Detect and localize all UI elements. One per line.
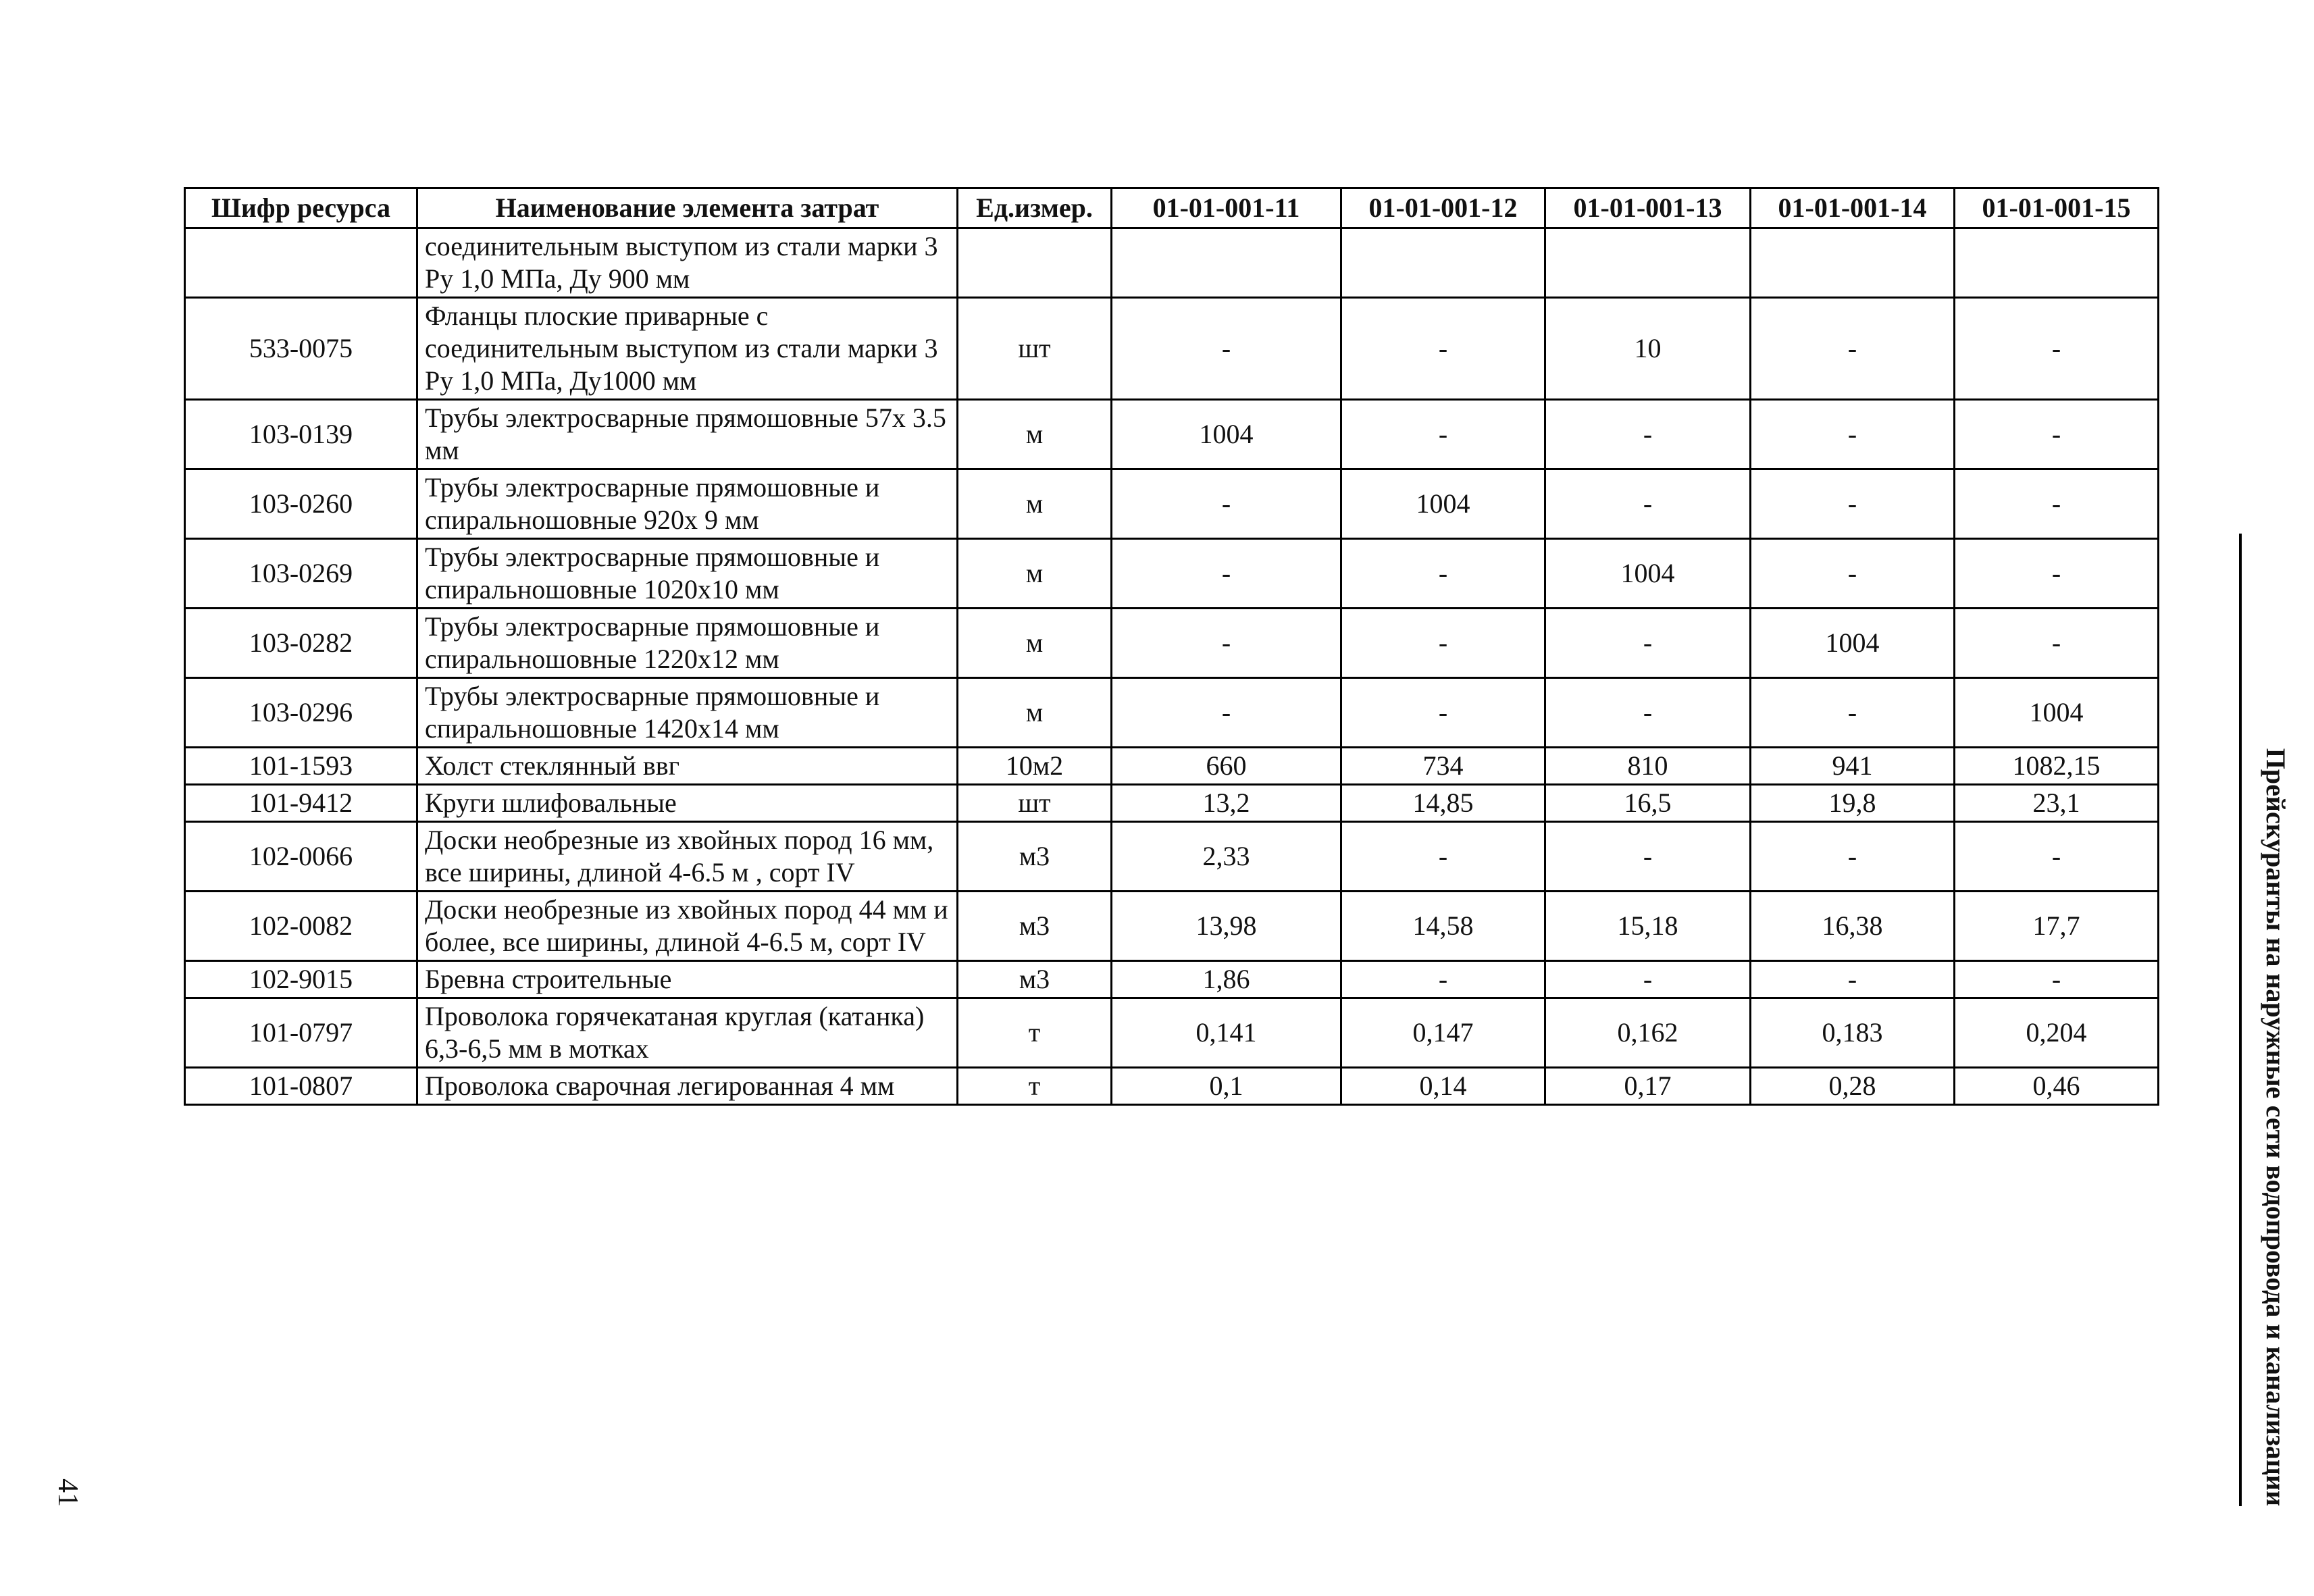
cell-01-01-001-12 xyxy=(1341,228,1545,298)
cell-01-01-001-11: - xyxy=(1112,609,1341,678)
cell-01-01-001-15 xyxy=(1955,228,2159,298)
cell-unit: т xyxy=(958,1068,1112,1105)
cell-01-01-001-14: 941 xyxy=(1751,748,1955,785)
cell-01-01-001-13 xyxy=(1545,228,1751,298)
cell-name: Бревна строительные xyxy=(417,961,958,998)
cell-unit: т xyxy=(958,998,1112,1068)
header-01-01-001-14: 01-01-001-14 xyxy=(1751,188,1955,228)
cell-01-01-001-14: - xyxy=(1751,961,1955,998)
cell-name: Холст стеклянный ввг xyxy=(417,748,958,785)
cell-code: 103-0139 xyxy=(185,400,417,469)
cell-01-01-001-15: 23,1 xyxy=(1955,785,2159,822)
cell-code: 102-0066 xyxy=(185,822,417,892)
cell-01-01-001-13: 1004 xyxy=(1545,539,1751,609)
cell-01-01-001-14: 0,28 xyxy=(1751,1068,1955,1105)
cell-unit: м3 xyxy=(958,961,1112,998)
cell-01-01-001-14 xyxy=(1751,228,1955,298)
cell-01-01-001-14: 0,183 xyxy=(1751,998,1955,1068)
cell-01-01-001-15: - xyxy=(1955,961,2159,998)
cell-01-01-001-15: - xyxy=(1955,469,2159,539)
cell-01-01-001-12: 734 xyxy=(1341,748,1545,785)
cell-01-01-001-12: 0,14 xyxy=(1341,1068,1545,1105)
cell-01-01-001-14: 19,8 xyxy=(1751,785,1955,822)
cell-code: 103-0282 xyxy=(185,609,417,678)
cell-01-01-001-11: 13,2 xyxy=(1112,785,1341,822)
cell-unit xyxy=(958,228,1112,298)
cell-code: 101-0807 xyxy=(185,1068,417,1105)
table-row xyxy=(185,400,2159,469)
header-code: Шифр ресурса xyxy=(185,188,417,228)
header-01-01-001-12: 01-01-001-12 xyxy=(1341,188,1545,228)
cell-01-01-001-13: 10 xyxy=(1545,298,1751,400)
table-row xyxy=(185,609,2159,678)
header-01-01-001-13: 01-01-001-13 xyxy=(1545,188,1751,228)
cell-unit: м xyxy=(958,469,1112,539)
table-header-row xyxy=(185,188,2159,228)
cell-01-01-001-11: - xyxy=(1112,539,1341,609)
cell-unit: шт xyxy=(958,298,1112,400)
cell-code: 533-0075 xyxy=(185,298,417,400)
header-01-01-001-15: 01-01-001-15 xyxy=(1955,188,2159,228)
cell-unit: 10м2 xyxy=(958,748,1112,785)
cell-01-01-001-13: - xyxy=(1545,469,1751,539)
cell-unit: м3 xyxy=(958,822,1112,892)
table-row xyxy=(185,539,2159,609)
side-title-container xyxy=(2239,534,2293,1506)
cell-name: Фланцы плоские приварные с соединительным выступом из стали марки 3 Ру 1,0 МПа, Ду1000 мм xyxy=(417,298,958,400)
cell-01-01-001-15: - xyxy=(1955,609,2159,678)
cell-01-01-001-12: - xyxy=(1341,961,1545,998)
cell-01-01-001-11: - xyxy=(1112,298,1341,400)
cell-code: 103-0269 xyxy=(185,539,417,609)
header-unit: Ед.измер. xyxy=(958,188,1112,228)
cell-01-01-001-15: - xyxy=(1955,539,2159,609)
cell-code: 101-9412 xyxy=(185,785,417,822)
cell-code: 102-9015 xyxy=(185,961,417,998)
cell-code xyxy=(185,228,417,298)
cell-name: Проволока горячекатаная круглая (катанка) 6,3-6,5 мм в мотках xyxy=(417,998,958,1068)
cell-01-01-001-13: - xyxy=(1545,400,1751,469)
cell-code: 103-0260 xyxy=(185,469,417,539)
table-row xyxy=(185,748,2159,785)
cell-unit: м xyxy=(958,400,1112,469)
cell-01-01-001-12: - xyxy=(1341,609,1545,678)
cell-01-01-001-15: - xyxy=(1955,400,2159,469)
cell-01-01-001-14: - xyxy=(1751,539,1955,609)
table-row xyxy=(185,469,2159,539)
table-body xyxy=(185,228,2159,1105)
cell-name: Круги шлифовальные xyxy=(417,785,958,822)
resource-price-table xyxy=(184,187,2159,1106)
table-row xyxy=(185,228,2159,298)
cell-01-01-001-11: - xyxy=(1112,469,1341,539)
cell-01-01-001-14: 1004 xyxy=(1751,609,1955,678)
table-row xyxy=(185,785,2159,822)
cell-01-01-001-12: 14,58 xyxy=(1341,892,1545,961)
cell-01-01-001-15: - xyxy=(1955,298,2159,400)
cell-01-01-001-11: 1,86 xyxy=(1112,961,1341,998)
cell-01-01-001-14: - xyxy=(1751,822,1955,892)
cell-01-01-001-12: - xyxy=(1341,822,1545,892)
cell-name: Трубы электросварные прямошовные 57х 3.5 мм xyxy=(417,400,958,469)
cell-name: Трубы электросварные прямошовные и спиральношовные 920х 9 мм xyxy=(417,469,958,539)
cell-01-01-001-13: - xyxy=(1545,822,1751,892)
cell-01-01-001-15: 0,46 xyxy=(1955,1068,2159,1105)
cell-01-01-001-11: 2,33 xyxy=(1112,822,1341,892)
cell-01-01-001-15: 0,204 xyxy=(1955,998,2159,1068)
cell-name: Трубы электросварные прямошовные и спиральношовные 1420х14 мм xyxy=(417,678,958,748)
cell-01-01-001-15: 1082,15 xyxy=(1955,748,2159,785)
cell-unit: м3 xyxy=(958,892,1112,961)
cell-name: Трубы электросварные прямошовные и спиральношовные 1220х12 мм xyxy=(417,609,958,678)
cell-code: 101-0797 xyxy=(185,998,417,1068)
cell-01-01-001-14: - xyxy=(1751,400,1955,469)
table-row xyxy=(185,1068,2159,1105)
cell-01-01-001-13: 0,162 xyxy=(1545,998,1751,1068)
cell-01-01-001-13: 810 xyxy=(1545,748,1751,785)
cell-01-01-001-13: - xyxy=(1545,609,1751,678)
cell-01-01-001-15: 17,7 xyxy=(1955,892,2159,961)
cell-unit: м xyxy=(958,609,1112,678)
cell-01-01-001-11: 13,98 xyxy=(1112,892,1341,961)
cell-01-01-001-12: - xyxy=(1341,400,1545,469)
header-name: Наименование элемента затрат xyxy=(417,188,958,228)
cell-01-01-001-11 xyxy=(1112,228,1341,298)
cell-01-01-001-13: 16,5 xyxy=(1545,785,1751,822)
cell-name: Проволока сварочная легированная 4 мм xyxy=(417,1068,958,1105)
cell-name: Доски необрезные из хвойных пород 44 мм и более, все ширины, длиной 4-6.5 м, сорт IV xyxy=(417,892,958,961)
cell-01-01-001-15: 1004 xyxy=(1955,678,2159,748)
cell-01-01-001-12: - xyxy=(1341,678,1545,748)
cell-01-01-001-13: 0,17 xyxy=(1545,1068,1751,1105)
cell-01-01-001-11: 0,1 xyxy=(1112,1068,1341,1105)
cell-01-01-001-11: 0,141 xyxy=(1112,998,1341,1068)
cell-01-01-001-14: - xyxy=(1751,678,1955,748)
cell-unit: шт xyxy=(958,785,1112,822)
side-title: Прейскуранты на наружные сети водопровода и канализации xyxy=(2239,534,2293,1506)
cell-unit: м xyxy=(958,678,1112,748)
cell-01-01-001-11: 1004 xyxy=(1112,400,1341,469)
table-row xyxy=(185,678,2159,748)
cell-code: 102-0082 xyxy=(185,892,417,961)
table-row xyxy=(185,822,2159,892)
cell-01-01-001-14: 16,38 xyxy=(1751,892,1955,961)
table-row xyxy=(185,892,2159,961)
cell-unit: м xyxy=(958,539,1112,609)
table-row xyxy=(185,998,2159,1068)
cell-01-01-001-12: 0,147 xyxy=(1341,998,1545,1068)
cell-01-01-001-12: 14,85 xyxy=(1341,785,1545,822)
cell-01-01-001-12: - xyxy=(1341,539,1545,609)
cell-01-01-001-12: 1004 xyxy=(1341,469,1545,539)
cell-01-01-001-15: - xyxy=(1955,822,2159,892)
cell-name: Доски необрезные из хвойных пород 16 мм, все ширины, длиной 4-6.5 м , сорт IV xyxy=(417,822,958,892)
cell-01-01-001-11: - xyxy=(1112,678,1341,748)
cell-code: 101-1593 xyxy=(185,748,417,785)
cell-name: Трубы электросварные прямошовные и спиральношовные 1020х10 мм xyxy=(417,539,958,609)
cell-01-01-001-14: - xyxy=(1751,298,1955,400)
cell-01-01-001-14: - xyxy=(1751,469,1955,539)
cell-01-01-001-13: 15,18 xyxy=(1545,892,1751,961)
cell-01-01-001-13: - xyxy=(1545,678,1751,748)
table-row xyxy=(185,961,2159,998)
header-01-01-001-11: 01-01-001-11 xyxy=(1112,188,1341,228)
cell-name: соединительным выступом из стали марки 3 Ру 1,0 МПа, Ду 900 мм xyxy=(417,228,958,298)
cell-code: 103-0296 xyxy=(185,678,417,748)
cell-01-01-001-13: - xyxy=(1545,961,1751,998)
cell-01-01-001-11: 660 xyxy=(1112,748,1341,785)
page-number: 41 xyxy=(52,1478,83,1507)
table-row xyxy=(185,298,2159,400)
cell-01-01-001-12: - xyxy=(1341,298,1545,400)
